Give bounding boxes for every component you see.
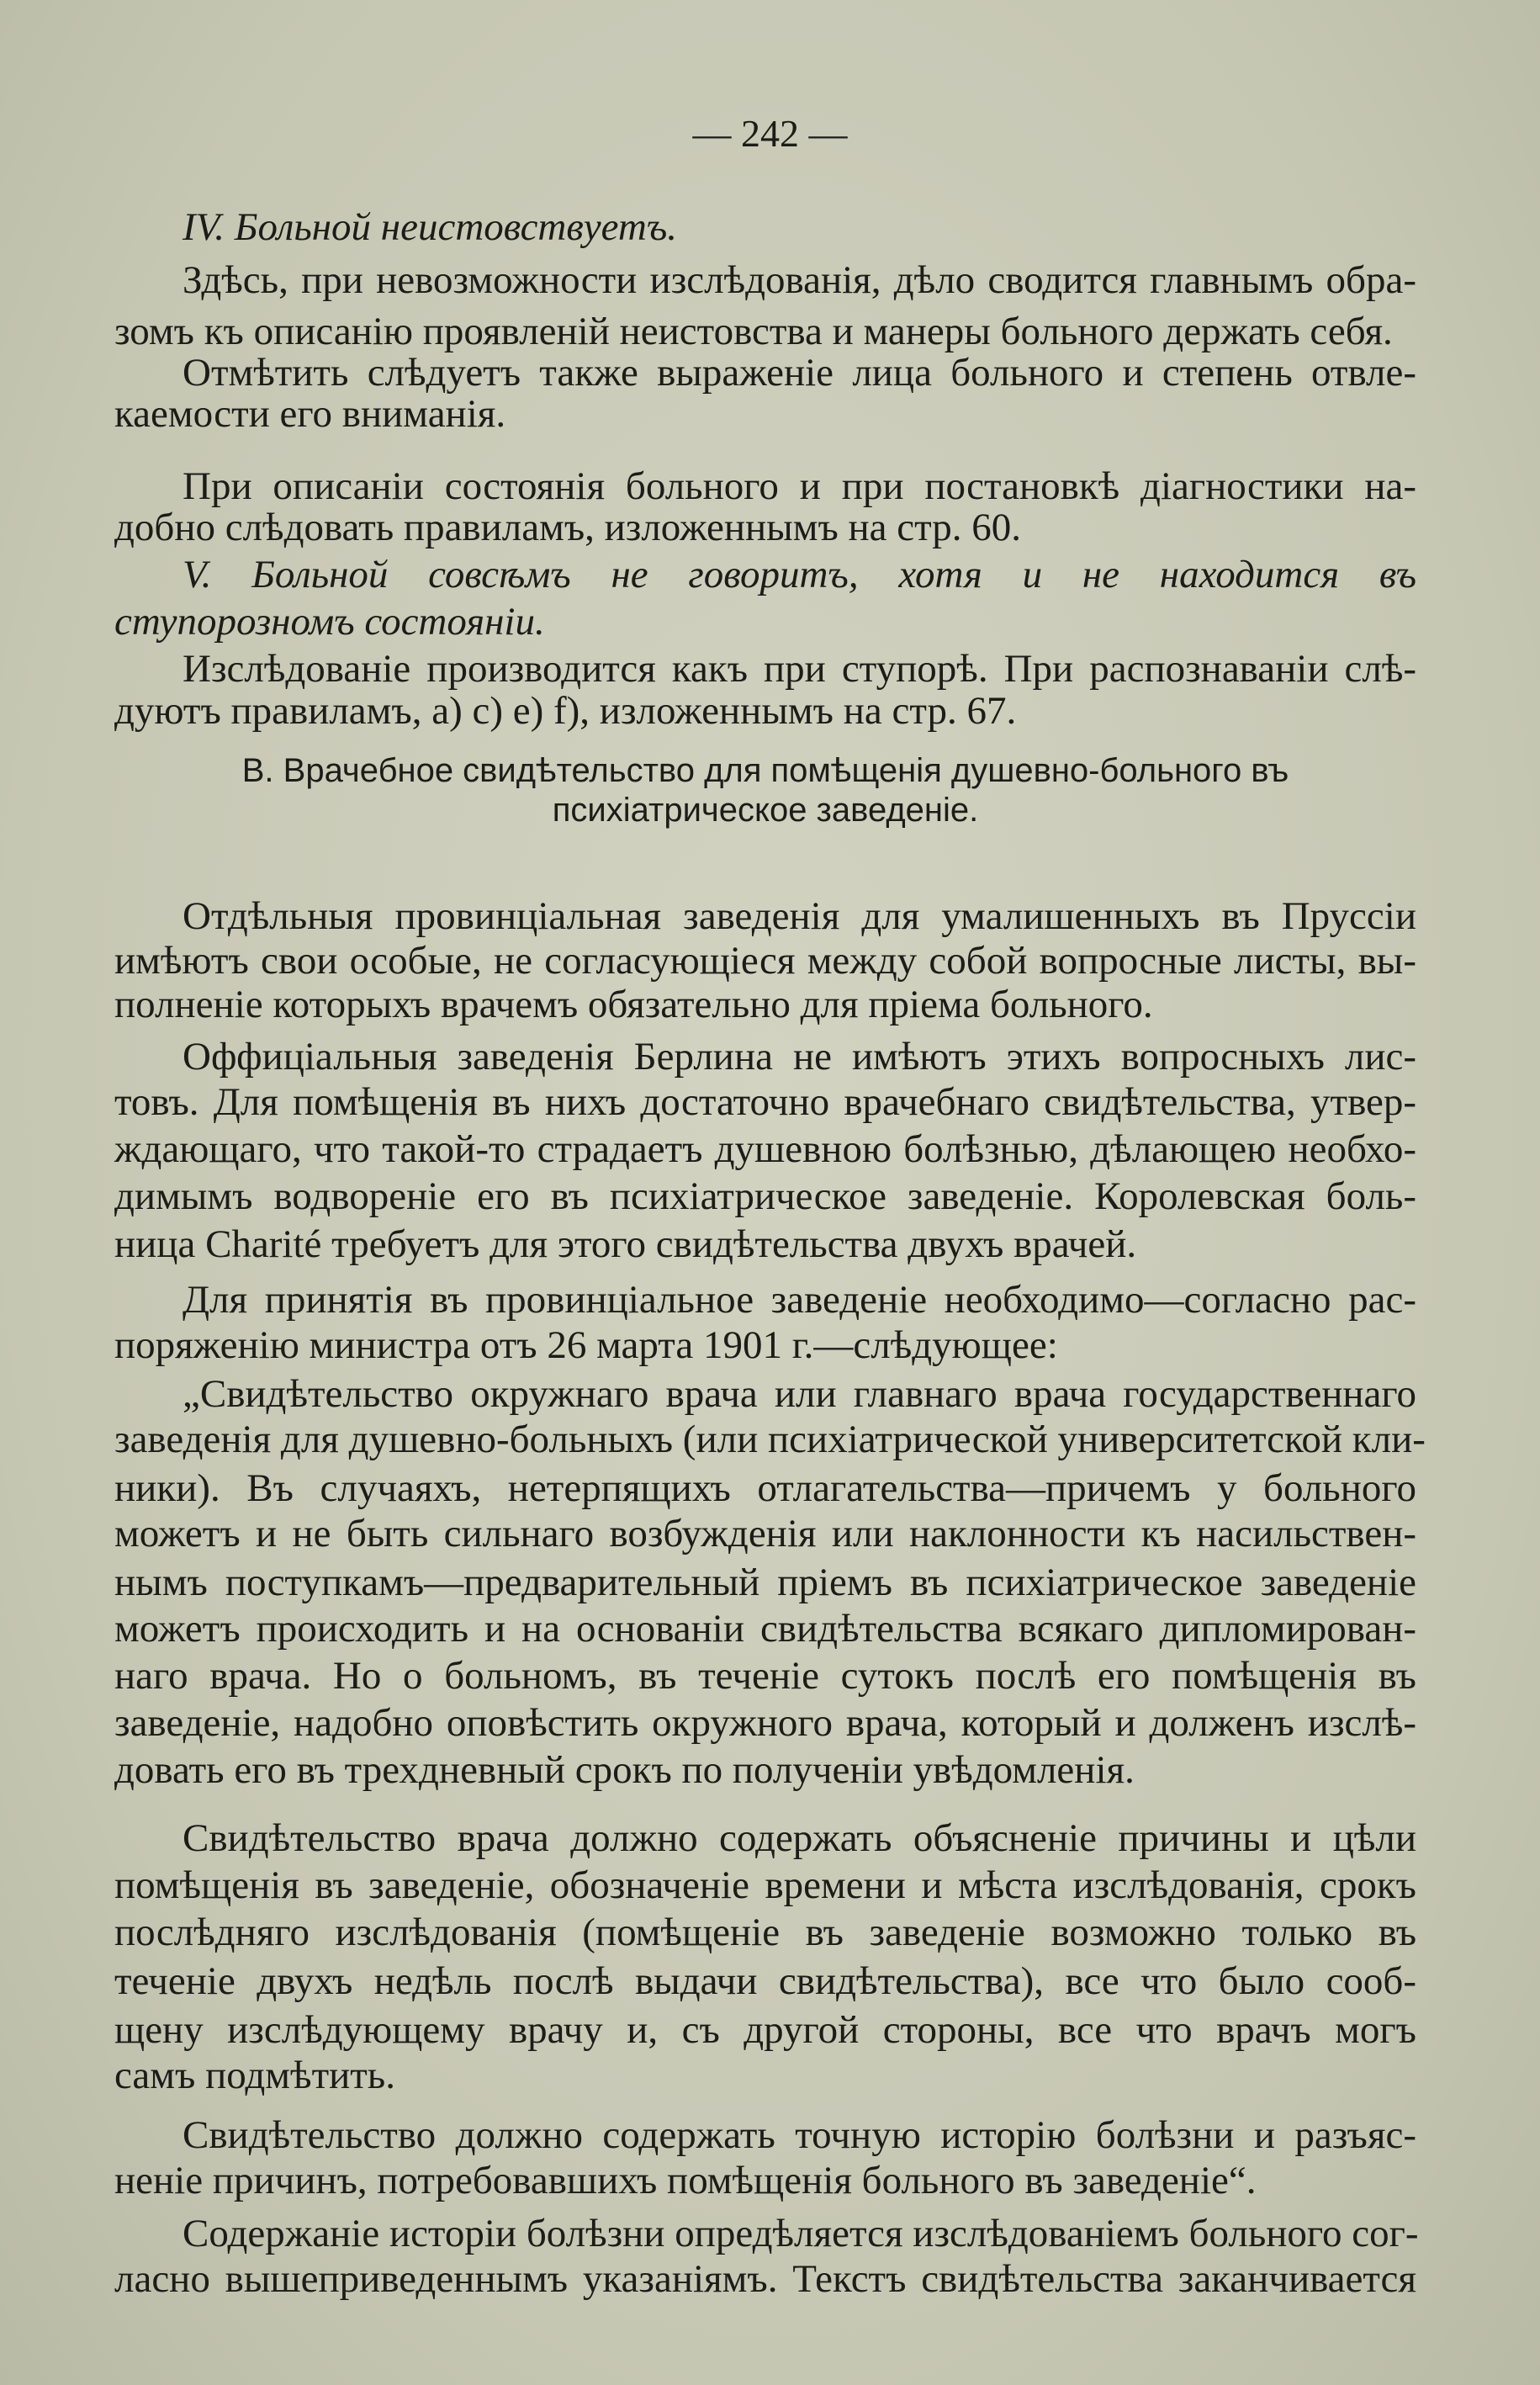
text-line: щену изслѣдующему врачу и, съ другой стороны, все что врачъ могъ (114, 2008, 1416, 2052)
text-line: Изслѣдованіе производится какъ при ступорѣ. При распознаваніи слѣ- (183, 647, 1416, 691)
text-line: ласно вышеприведеннымъ указаніямъ. Текстъ свидѣтельства заканчивается (114, 2257, 1416, 2301)
text-line: димымъ водвореніе его въ психіатрическое заведеніе. Королевская боль- (114, 1174, 1416, 1218)
text-line: неніе причинъ, потребовавшихъ помѣщенія больного въ заведеніе“. (114, 2159, 1257, 2202)
text-line: заведеніе, надобно оповѣстить окружного врача, который и долженъ изслѣ- (114, 1701, 1416, 1745)
text-line: теченіе двухъ недѣль послѣ выдачи свидѣтельства), все что было сооб- (114, 1959, 1416, 2003)
text-line: нымъ поступкамъ—предварительный пріемъ въ психіатрическое заведеніе (114, 1561, 1416, 1604)
section-heading-line: В. Врачебное свидѣтельство для помѣщенія душевно-больного въ (241, 752, 1289, 789)
text-line: довать его въ трехдневный срокъ по полученіи увѣдомленія. (114, 1748, 1135, 1792)
text-line: Свидѣтельство должно содержать точную исторію болѣзни и разъяс- (183, 2113, 1416, 2157)
text-line: самъ подмѣтить. (114, 2054, 395, 2097)
text-line: можетъ происходить и на основаніи свидѣтельства всякаго дипломирован- (114, 1607, 1416, 1651)
text-line: поряженію министра отъ 26 марта 1901 г.—слѣдующее: (114, 1323, 1058, 1367)
text-line: Свидѣтельство врача должно содержать объясненіе причины и цѣли (183, 1816, 1416, 1860)
page-number: — 242 — (692, 112, 848, 155)
text-line: имѣютъ свои особые, не согласующіеся между собой вопросные листы, вы- (114, 939, 1416, 983)
text-line: IV. Больной неистовствуетъ. (183, 205, 677, 249)
text-line: каемости его вниманія. (114, 392, 506, 436)
text-line: Для принятія въ провинціальное заведеніе необходимо—согласно рас- (183, 1278, 1416, 1322)
text-line: заведенія для душевно-больныхъ (или психіатрической университетской кли- (114, 1418, 1426, 1461)
text-line: помѣщенія въ заведеніе, обозначеніе времени и мѣста изслѣдованія, срокъ (114, 1863, 1416, 1907)
text-line: полненіе которыхъ врачемъ обязательно для пріема больного. (114, 983, 1153, 1026)
text-line: наго врача. Но о больномъ, въ теченіе сутокъ послѣ его помѣщенія въ (114, 1654, 1416, 1698)
text-line: можетъ и не быть сильнаго возбужденія или наклонности къ насильствен- (114, 1512, 1416, 1556)
text-line: послѣдняго изслѣдованія (помѣщеніе въ заведеніе возможно только въ (114, 1911, 1416, 1954)
text-line: Отмѣтить слѣдуетъ также выраженіе лица больного и степень отвле- (183, 351, 1416, 395)
text-line: Отдѣльныя провинціальная заведенія для умалишенныхъ въ Пруссіи (183, 894, 1416, 938)
text-line: ступорозномъ состояніи. (114, 600, 545, 644)
text-line: V. Больной совсѣмъ не говоритъ, хотя и не находится въ (183, 553, 1416, 596)
text-line: дуютъ правиламъ, а) с) е) f), изложеннымъ на стр. 67. (114, 689, 1017, 733)
text-line: зомъ къ описанію проявленій неистовства и манеры больного держать себя. (114, 310, 1393, 353)
text-line: ждающаго, что такой-то страдаетъ душевною болѣзнью, дѣлающею необхо- (114, 1127, 1416, 1171)
text-line: ники). Въ случаяхъ, нетерпящихъ отлагательства—причемъ у больного (114, 1466, 1416, 1510)
text-line: При описаніи состоянія больного и при постановкѣ діагностики на- (183, 464, 1416, 508)
text-line: Здѣсь, при невозможности изслѣдованія, дѣло сводится главнымъ обра- (183, 258, 1416, 302)
text-line: товъ. Для помѣщенія въ нихъ достаточно врачебнаго свидѣтельства, утвер- (114, 1080, 1416, 1124)
text-line: ница Charité требуетъ для этого свидѣтельства двухъ врачей. (114, 1222, 1137, 1266)
text-line: Содержаніе исторіи болѣзни опредѣляется изслѣдованіемъ больного сог- (183, 2212, 1419, 2255)
section-heading-line: психіатрическое заведеніе. (552, 792, 979, 829)
text-line: Оффиціальныя заведенія Берлина не имѣютъ этихъ вопросныхъ лис- (183, 1035, 1416, 1079)
text-line: „Свидѣтельство окружнаго врача или главнаго врача государственнаго (183, 1372, 1416, 1416)
text-line: добно слѣдовать правиламъ, изложеннымъ на стр. 60. (114, 506, 1022, 549)
